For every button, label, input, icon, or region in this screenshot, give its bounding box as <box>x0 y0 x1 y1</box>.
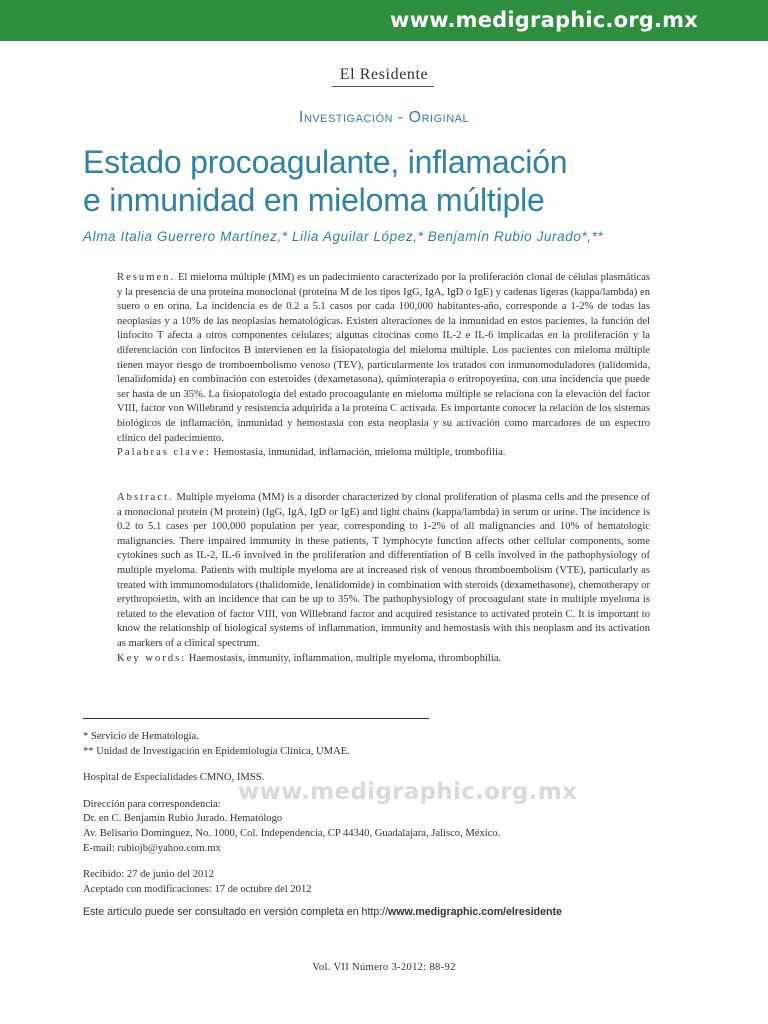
resumen-keywords <box>117 446 650 461</box>
article-title <box>83 143 683 219</box>
correspondence-doctor: Dr. en C. Benjamín Rubio Jurado. Hematólogo <box>83 813 283 825</box>
watermark: www.medigraphic.org.mx <box>238 779 578 805</box>
authors: Alma Italia Guerrero Martínez,* Lilia Aguilar López,* Benjamín Rubio Jurado*,** <box>83 229 604 244</box>
footer-volume: Vol. VII Número 3-2012: 88-92 <box>312 962 456 973</box>
consult-link[interactable]: www.medigraphic.com <box>388 906 504 918</box>
correspondence-label: Dirección para correspondencia: <box>83 798 221 810</box>
journal-underline <box>332 86 434 87</box>
correspondence-email[interactable]: E-mail: rubiojb@yahoo.com.mx <box>83 842 221 854</box>
footnote-unidad: ** Unidad de Investigación en Epidemiología Clínica, UMAE. <box>83 745 350 757</box>
received-date: Recibido: 27 de junio del 2012 <box>83 869 214 881</box>
correspondence-address: Av. Belisario Domínguez, No. 1000, Col. Independencia, CP 44340, Guadalajara, Jalisco, México. <box>83 827 501 839</box>
abstract-keywords-text: Haemostasis, immunity, inflammation, multiple myeloma, thrombophilia. <box>188 652 502 664</box>
resumen-label: Resumen. <box>117 272 176 283</box>
abstract-keywords-label: Key words: <box>117 652 187 664</box>
banner-url-link[interactable]: www.medigraphic.org.mx <box>390 8 698 32</box>
abstract-label: Abstract. <box>117 492 174 503</box>
footnote-divider <box>83 718 429 719</box>
consult-line <box>83 906 562 918</box>
accepted-date: Aceptado con modificaciones: 17 de octubre del 2012 <box>83 883 312 895</box>
consult-suffix[interactable]: /elresidente <box>503 906 562 918</box>
top-banner <box>0 0 768 41</box>
title-line-2: e inmunidad en mieloma múltiple <box>83 182 545 218</box>
abstract-text: Multiple myeloma (MM) is a disorder characterized by clonal proliferation of plasma cells and the presence of a monoclonal protein (M protein) (IgG, IgA, IgD or IgE) and light chains (kappa/lambda) in serum or urine. The incidence is 0.2 to 5.1 cases per 100,000 population per year, corresponding to 1-2% of all malignancies and 10% of hematologic malignancies. There impaired immunity in these patients, T lymphocyte function affects other cellular components, some cytokines such as IL-2, IL-6 involved in the proliferation and differentiation of B cells involved in the pathophysiology of multiple myeloma. Patients with multiple myeloma are at increased risk of venous thromboembolism (VTE), particularly as treated with immunomodulators (thalidomide, lenalidomide) in combination with steroids (dexamethasone), chemotherapy or erythropoietin, with an incidence that can be up to 35%. The pathophysiology of procoagulant state in multiple myeloma is related to the elevation of factor VIII, von Willebrand factor and acquired resistance to activated protein C. It is important to know the relationship of biological systems of inflammation, immunity and hemostasis with this neoplasm and its activation as markers of a clinical spectrum. <box>117 492 650 649</box>
resumen-keywords-text: Hemostasia, inmunidad, inflamación, mieloma múltiple, trombofilia. <box>213 447 506 459</box>
consult-prefix: Este artículo puede ser consultado en versión completa en http:// <box>83 906 389 918</box>
abstract-block <box>117 491 650 666</box>
resumen-paragraph <box>117 271 650 446</box>
footnotes <box>83 730 683 897</box>
footnote-servicio: * Servicio de Hematología. <box>83 731 199 742</box>
resumen-block <box>117 271 650 461</box>
footnote-hospital: Hospital de Especialidades CMNO, IMSS. <box>83 772 265 784</box>
resumen-keywords-label: Palabras clave: <box>117 447 211 459</box>
section-label: Investigación - Original <box>298 109 470 126</box>
journal-name: El Residente <box>339 66 429 83</box>
abstract-paragraph <box>117 491 650 652</box>
abstract-keywords <box>117 652 650 667</box>
resumen-text: El mieloma múltiple (MM) es un padecimiento caracterizado por la proliferación clonal de células plasmáticas y la presencia de una proteína monoclonal (proteína M de los tipos IgG, IgA, IgD o IgE) y cadenas ligeras (kappa/lambda) en suero o en orina. La incidencia es de 0.2 a 5.1 casos por cada 100,000 habitantes-año, corresponde a 1-2% de todas las neoplasias y a 10% de las neoplasias hematológicas. Existen alteraciones de la inmunidad en estos pacientes, la función del linfocito T afecta a otros componentes celulares; algunas citocinas como IL-2 e IL-6 implicadas en la proliferación y la diferenciación con linfocitos B intervienen en la fisiopatología del mieloma múltiple. Los pacientes con mieloma múltiple tienen mayor riesgo de tromboembolismo venoso (TEV), particularmente los tratados con inmunomoduladores (talidomida, lenalidomida) en combinación con esteroides (dexametasona), quimioterapia o eritropoyetina, con una incidencia que puede ser hasta de un 35%. La fisiopatología del estado procoagulante en mieloma múltiple se relaciona con la elevación del factor VIII, factor von Willebrand y resistencia adquirida a la proteína C activada. Es importante conocer la relación de los sistemas biológicos de inflamación, inmunidad y hemostasia con esta neoplasia y su activación como marcadores de un espectro clínico del padecimiento. <box>117 272 650 444</box>
title-line-1: Estado procoagulante, inflamación <box>83 144 568 180</box>
